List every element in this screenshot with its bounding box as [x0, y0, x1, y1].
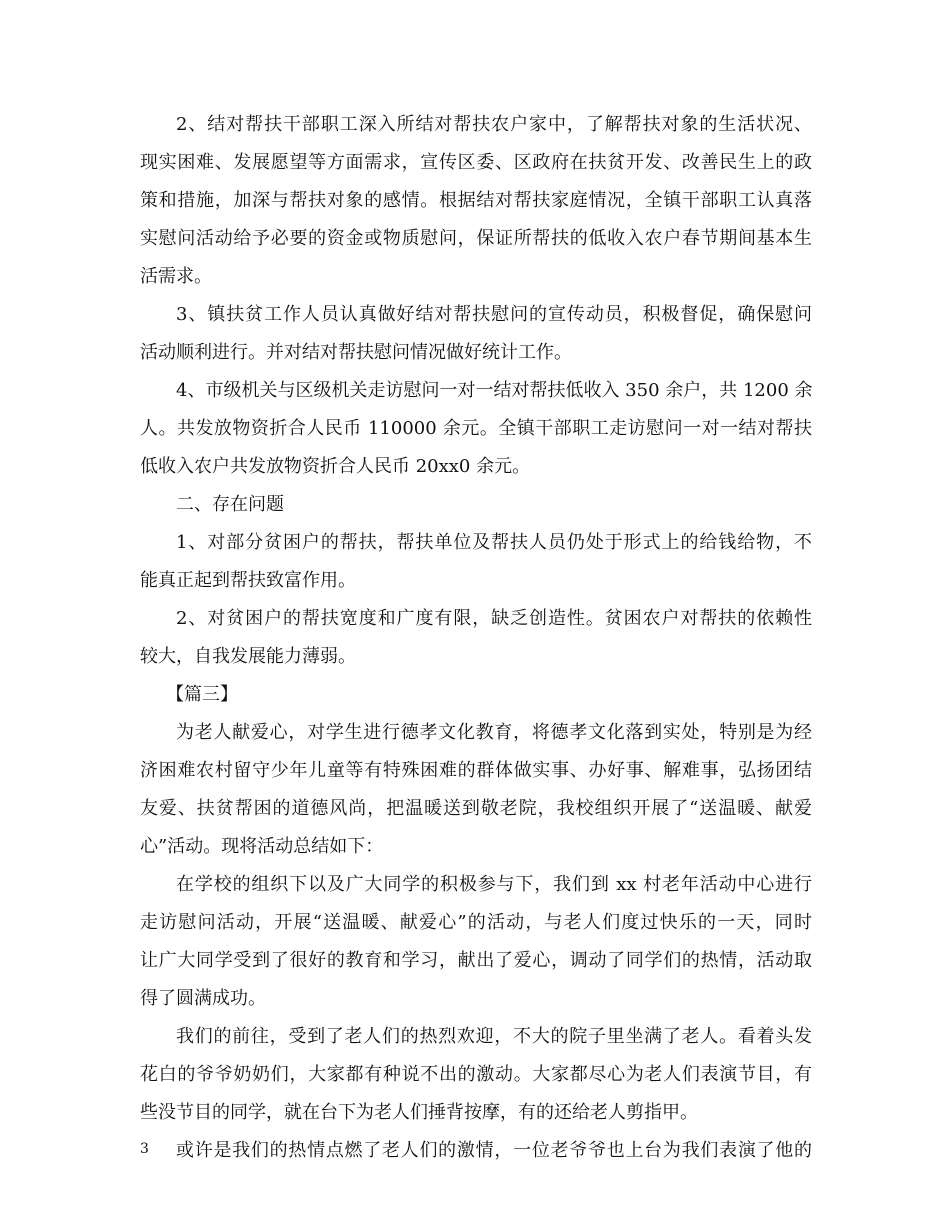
chapter-heading: 【篇三】	[166, 684, 238, 705]
text-line: 活动顺利进行。并对结对帮扶慰问情况做好统计工作。	[140, 342, 572, 363]
text-line: 为老人献爱心，对学生进行德孝文化教育，将德孝文化落到实处，特别是为经	[176, 722, 812, 743]
section-heading: 二、存在问题	[176, 494, 284, 515]
text-line: 我们的前往，受到了老人们的热烈欢迎，不大的院子里坐满了老人。看着头发	[176, 1026, 812, 1047]
text-line: 走访慰问活动，开展“送温暖、献爱心”的活动，与老人们度过快乐的一天，同时	[140, 912, 812, 933]
text-line: 济困难农村留守少年儿童等有特殊困难的群体做实事、办好事、解难事，弘扬团结	[140, 760, 812, 781]
text-line: 2、结对帮扶干部职工深入所结对帮扶农户家中，了解帮扶对象的生活状况、	[176, 114, 812, 135]
page-number: 3	[140, 1141, 149, 1157]
text-line: 现实困难、发展愿望等方面需求，宣传区委、区政府在扶贫开发、改善民生上的政	[140, 152, 812, 173]
text-line: 策和措施，加深与帮扶对象的感情。根据结对帮扶家庭情况，全镇干部职工认真落	[140, 190, 812, 211]
text-line: 能真正起到帮扶致富作用。	[140, 570, 356, 591]
text-line: 4、市级机关与区级机关走访慰问一对一结对帮扶低收入 350 余户，共 1200 余	[176, 380, 813, 401]
text-line: 较大，自我发展能力薄弱。	[140, 646, 356, 667]
text-line: 1、对部分贫困户的帮扶，帮扶单位及帮扶人员仍处于形式上的给钱给物，不	[176, 532, 812, 553]
text-line: 3、镇扶贫工作人员认真做好结对帮扶慰问的宣传动员，积极督促，确保慰问	[176, 304, 812, 325]
text-line: 得了圆满成功。	[140, 988, 266, 1009]
text-line: 在学校的组织下以及广大同学的积极参与下，我们到 xx 村老年活动中心进行	[176, 874, 812, 895]
text-line: 花白的爷爷奶奶们，大家都有种说不出的激动。大家都尽心为老人们表演节目，有	[140, 1064, 812, 1085]
text-line: 活需求。	[140, 266, 212, 287]
text-line: 心”活动。现将活动总结如下：	[140, 836, 384, 857]
text-line: 友爱、扶贫帮困的道德风尚，把温暖送到敬老院，我校组织开展了“送温暖、献爱	[140, 798, 812, 819]
text-line: 低收入农户共发放物资折合人民币 20xx0 余元。	[140, 456, 531, 477]
text-line: 2、对贫困户的帮扶宽度和广度有限，缺乏创造性。贫困农户对帮扶的依赖性	[176, 608, 812, 629]
text-line: 让广大同学受到了很好的教育和学习，献出了爱心，调动了同学们的热情，活动取	[140, 950, 812, 971]
text-line: 或许是我们的热情点燃了老人们的激情，一位老爷爷也上台为我们表演了他的	[176, 1140, 812, 1161]
text-line: 实慰问活动给予必要的资金或物质慰问，保证所帮扶的低收入农户春节期间基本生	[140, 228, 812, 249]
text-line: 些没节目的同学，就在台下为老人们捶背按摩，有的还给老人剪指甲。	[140, 1102, 698, 1123]
text-line: 人。共发放物资折合人民币 110000 余元。全镇干部职工走访慰问一对一结对帮扶	[140, 418, 812, 439]
